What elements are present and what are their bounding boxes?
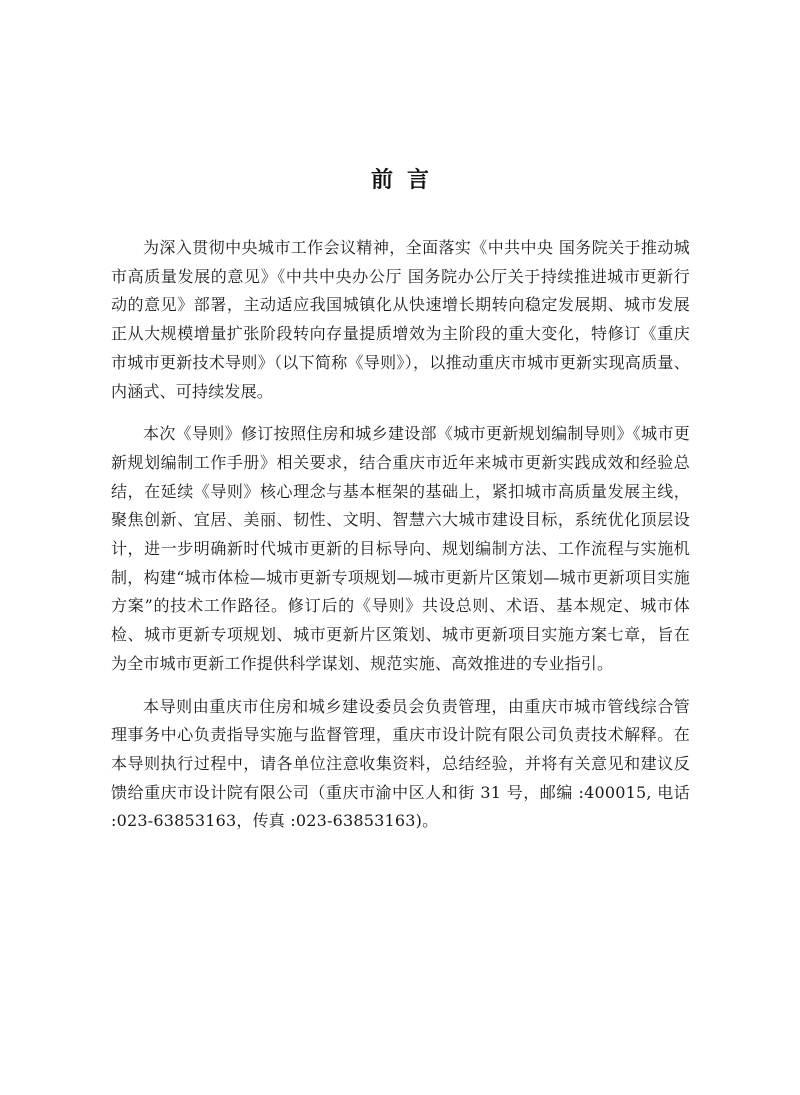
paragraph-revision: 本次《导则》修订按照住房和城乡建设部《城市更新规划编制导则》《城市更新规划编制工作手册》相关要求，结合重庆市近年来城市更新实践成效和经验总结，在延续《导则》核心理念与基本框架的基础上，紧扣城市高质量发展主线，聚焦创新、宜居、美丽、韧性、文明、智慧六大城市建设目标，系统优化顶层设计，进一步明确新时代城市更新的目标导向、规划编制方法、工作流程与实施机制，构建“城市体检—城市更新专项规划—城市更新片区策划—城市更新项目实施方案”的技术工作路径。修订后的《导则》共设总则、术语、基本规定、城市体检、城市更新专项规划、城市更新片区策划、城市更新项目实施方案七章，旨在为全市城市更新工作提供科学谋划、规范实施、高效推进的专业指引。 bbox=[111, 424, 690, 673]
paragraph-management: 本导则由重庆市住房和城乡建设委员会负责管理，由重庆市城市管线综合管理事务中心负责指导实施与监督管理，重庆市设计院有限公司负责技术解释。在本导则执行过程中，请各单位注意收集资料，总结经验，并将有关意见和建议反馈给重庆市设计院有限公司（重庆市渝中区人和街 31 号，邮编 :400015, 电话 :023-63853163，传真 :023-63853163)。 bbox=[111, 696, 690, 831]
preface-body bbox=[111, 234, 690, 850]
page-title: 前言 bbox=[370, 168, 443, 193]
paragraph-purpose: 为深入贯彻中央城市工作会议精神，全面落实《中共中央 国务院关于推动城市高质量发展的意见》《中共中央办公厅 国务院办公厅关于持续推进城市更新行动的意见》部署，主动适应我国城镇化从快速增长期转向稳定发展期、城市发展正从大规模增量扩张阶段转向存量提质增效为主阶段的重大变化，特修订《重庆市城市更新技术导则》（以下简称《导则》），以推动重庆市城市更新实现高质量、内涵式、可持续发展。 bbox=[111, 238, 690, 401]
